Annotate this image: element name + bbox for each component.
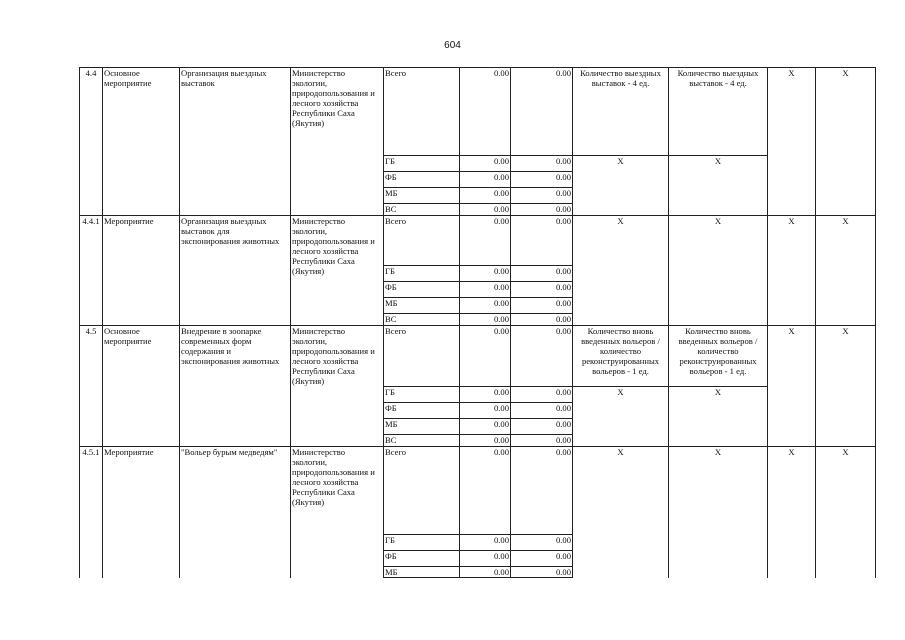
item-executor: Министерство экологии, природопользования и лесного хозяйства Республики Саха (Якутия) — [291, 216, 384, 326]
value-cell: 0.00 — [511, 156, 573, 172]
funding-source: МБ — [384, 298, 460, 314]
value-cell: 0.00 — [460, 419, 511, 435]
item-number: 4.4.1 — [80, 216, 103, 326]
value-cell: 0.00 — [511, 447, 573, 535]
mark-cell: Х — [768, 447, 816, 578]
indicator-cell: Х — [669, 216, 768, 326]
mark-cell: Х — [768, 68, 816, 216]
item-executor: Министерство экологии, природопользования и лесного хозяйства Республики Саха (Якутия) — [291, 68, 384, 216]
indicator-cell: Х — [669, 447, 768, 578]
funding-source: ГБ — [384, 535, 460, 551]
value-cell: 0.00 — [460, 435, 511, 447]
item-number: 4.5.1 — [80, 447, 103, 578]
funding-source: ФБ — [384, 282, 460, 298]
funding-source: ВС — [384, 314, 460, 326]
funding-source: ГБ — [384, 156, 460, 172]
value-cell: 0.00 — [511, 403, 573, 419]
indicator-cell: Количество выездных выставок - 4 ед. — [669, 68, 768, 156]
value-cell: 0.00 — [511, 188, 573, 204]
indicator-cell: Х — [669, 387, 768, 447]
value-cell: 0.00 — [460, 326, 511, 387]
value-cell: 0.00 — [511, 326, 573, 387]
value-cell: 0.00 — [511, 282, 573, 298]
funding-source: Всего — [384, 216, 460, 266]
table-row — [80, 447, 876, 535]
program-table — [79, 67, 876, 578]
funding-source: ФБ — [384, 172, 460, 188]
value-cell: 0.00 — [460, 266, 511, 282]
item-name: "Вольер бурым медведям" — [180, 447, 291, 578]
funding-source: ФБ — [384, 403, 460, 419]
item-type: Основное мероприятие — [103, 326, 180, 447]
value-cell: 0.00 — [511, 204, 573, 216]
funding-source: МБ — [384, 567, 460, 578]
value-cell: 0.00 — [460, 403, 511, 419]
value-cell: 0.00 — [511, 419, 573, 435]
value-cell: 0.00 — [460, 567, 511, 578]
funding-source: ФБ — [384, 551, 460, 567]
value-cell: 0.00 — [460, 314, 511, 326]
value-cell: 0.00 — [511, 567, 573, 578]
indicator-cell: Х — [669, 156, 768, 216]
indicator-cell: Х — [573, 387, 669, 447]
item-executor: Министерство экологии, природопользования и лесного хозяйства Республики Саха (Якутия) — [291, 326, 384, 447]
value-cell: 0.00 — [460, 204, 511, 216]
item-executor: Министерство экологии, природопользования и лесного хозяйства Республики Саха (Якутия) — [291, 447, 384, 578]
mark-cell: Х — [768, 216, 816, 326]
value-cell: 0.00 — [460, 387, 511, 403]
indicator-cell: Х — [573, 216, 669, 326]
funding-source: МБ — [384, 188, 460, 204]
mark-cell: Х — [816, 326, 876, 447]
item-name: Организация выездных выставок для экспонирования животных — [180, 216, 291, 326]
indicator-cell: Количество вновь введенных вольеров / количество реконструированных вольеров - 1 ед. — [669, 326, 768, 387]
table-row — [80, 216, 876, 266]
item-number: 4.4 — [80, 68, 103, 216]
funding-source: ГБ — [384, 266, 460, 282]
funding-source: Всего — [384, 447, 460, 535]
value-cell: 0.00 — [511, 172, 573, 188]
indicator-cell: Х — [573, 156, 669, 216]
value-cell: 0.00 — [511, 435, 573, 447]
item-name: Организация выездных выставок — [180, 68, 291, 216]
page-number: 604 — [444, 40, 461, 51]
indicator-cell: Количество выездных выставок - 4 ед. — [573, 68, 669, 156]
item-name: Внедрение в зоопарке современных форм содержания и экспонирования животных — [180, 326, 291, 447]
value-cell: 0.00 — [511, 387, 573, 403]
value-cell: 0.00 — [460, 282, 511, 298]
table-row — [80, 68, 876, 156]
funding-source: ГБ — [384, 387, 460, 403]
mark-cell: Х — [768, 326, 816, 447]
value-cell: 0.00 — [511, 314, 573, 326]
item-type: Мероприятие — [103, 216, 180, 326]
item-type: Мероприятие — [103, 447, 180, 578]
value-cell: 0.00 — [460, 535, 511, 551]
item-type: Основное мероприятие — [103, 68, 180, 216]
value-cell: 0.00 — [460, 298, 511, 314]
value-cell: 0.00 — [511, 216, 573, 266]
value-cell: 0.00 — [460, 551, 511, 567]
value-cell: 0.00 — [511, 298, 573, 314]
value-cell: 0.00 — [511, 266, 573, 282]
mark-cell: Х — [816, 216, 876, 326]
funding-source: МБ — [384, 419, 460, 435]
value-cell: 0.00 — [460, 172, 511, 188]
funding-source: ВС — [384, 204, 460, 216]
value-cell: 0.00 — [460, 156, 511, 172]
item-number: 4.5 — [80, 326, 103, 447]
value-cell: 0.00 — [460, 216, 511, 266]
value-cell: 0.00 — [460, 188, 511, 204]
mark-cell: Х — [816, 447, 876, 578]
indicator-cell: Х — [573, 447, 669, 578]
value-cell: 0.00 — [511, 535, 573, 551]
funding-source: ВС — [384, 435, 460, 447]
mark-cell: Х — [816, 68, 876, 216]
indicator-cell: Количество вновь введенных вольеров / количество реконструированных вольеров - 1 ед. — [573, 326, 669, 387]
value-cell: 0.00 — [460, 447, 511, 535]
table-row — [80, 326, 876, 387]
value-cell: 0.00 — [511, 551, 573, 567]
value-cell: 0.00 — [511, 68, 573, 156]
funding-source: Всего — [384, 68, 460, 156]
value-cell: 0.00 — [460, 68, 511, 156]
funding-source: Всего — [384, 326, 460, 387]
